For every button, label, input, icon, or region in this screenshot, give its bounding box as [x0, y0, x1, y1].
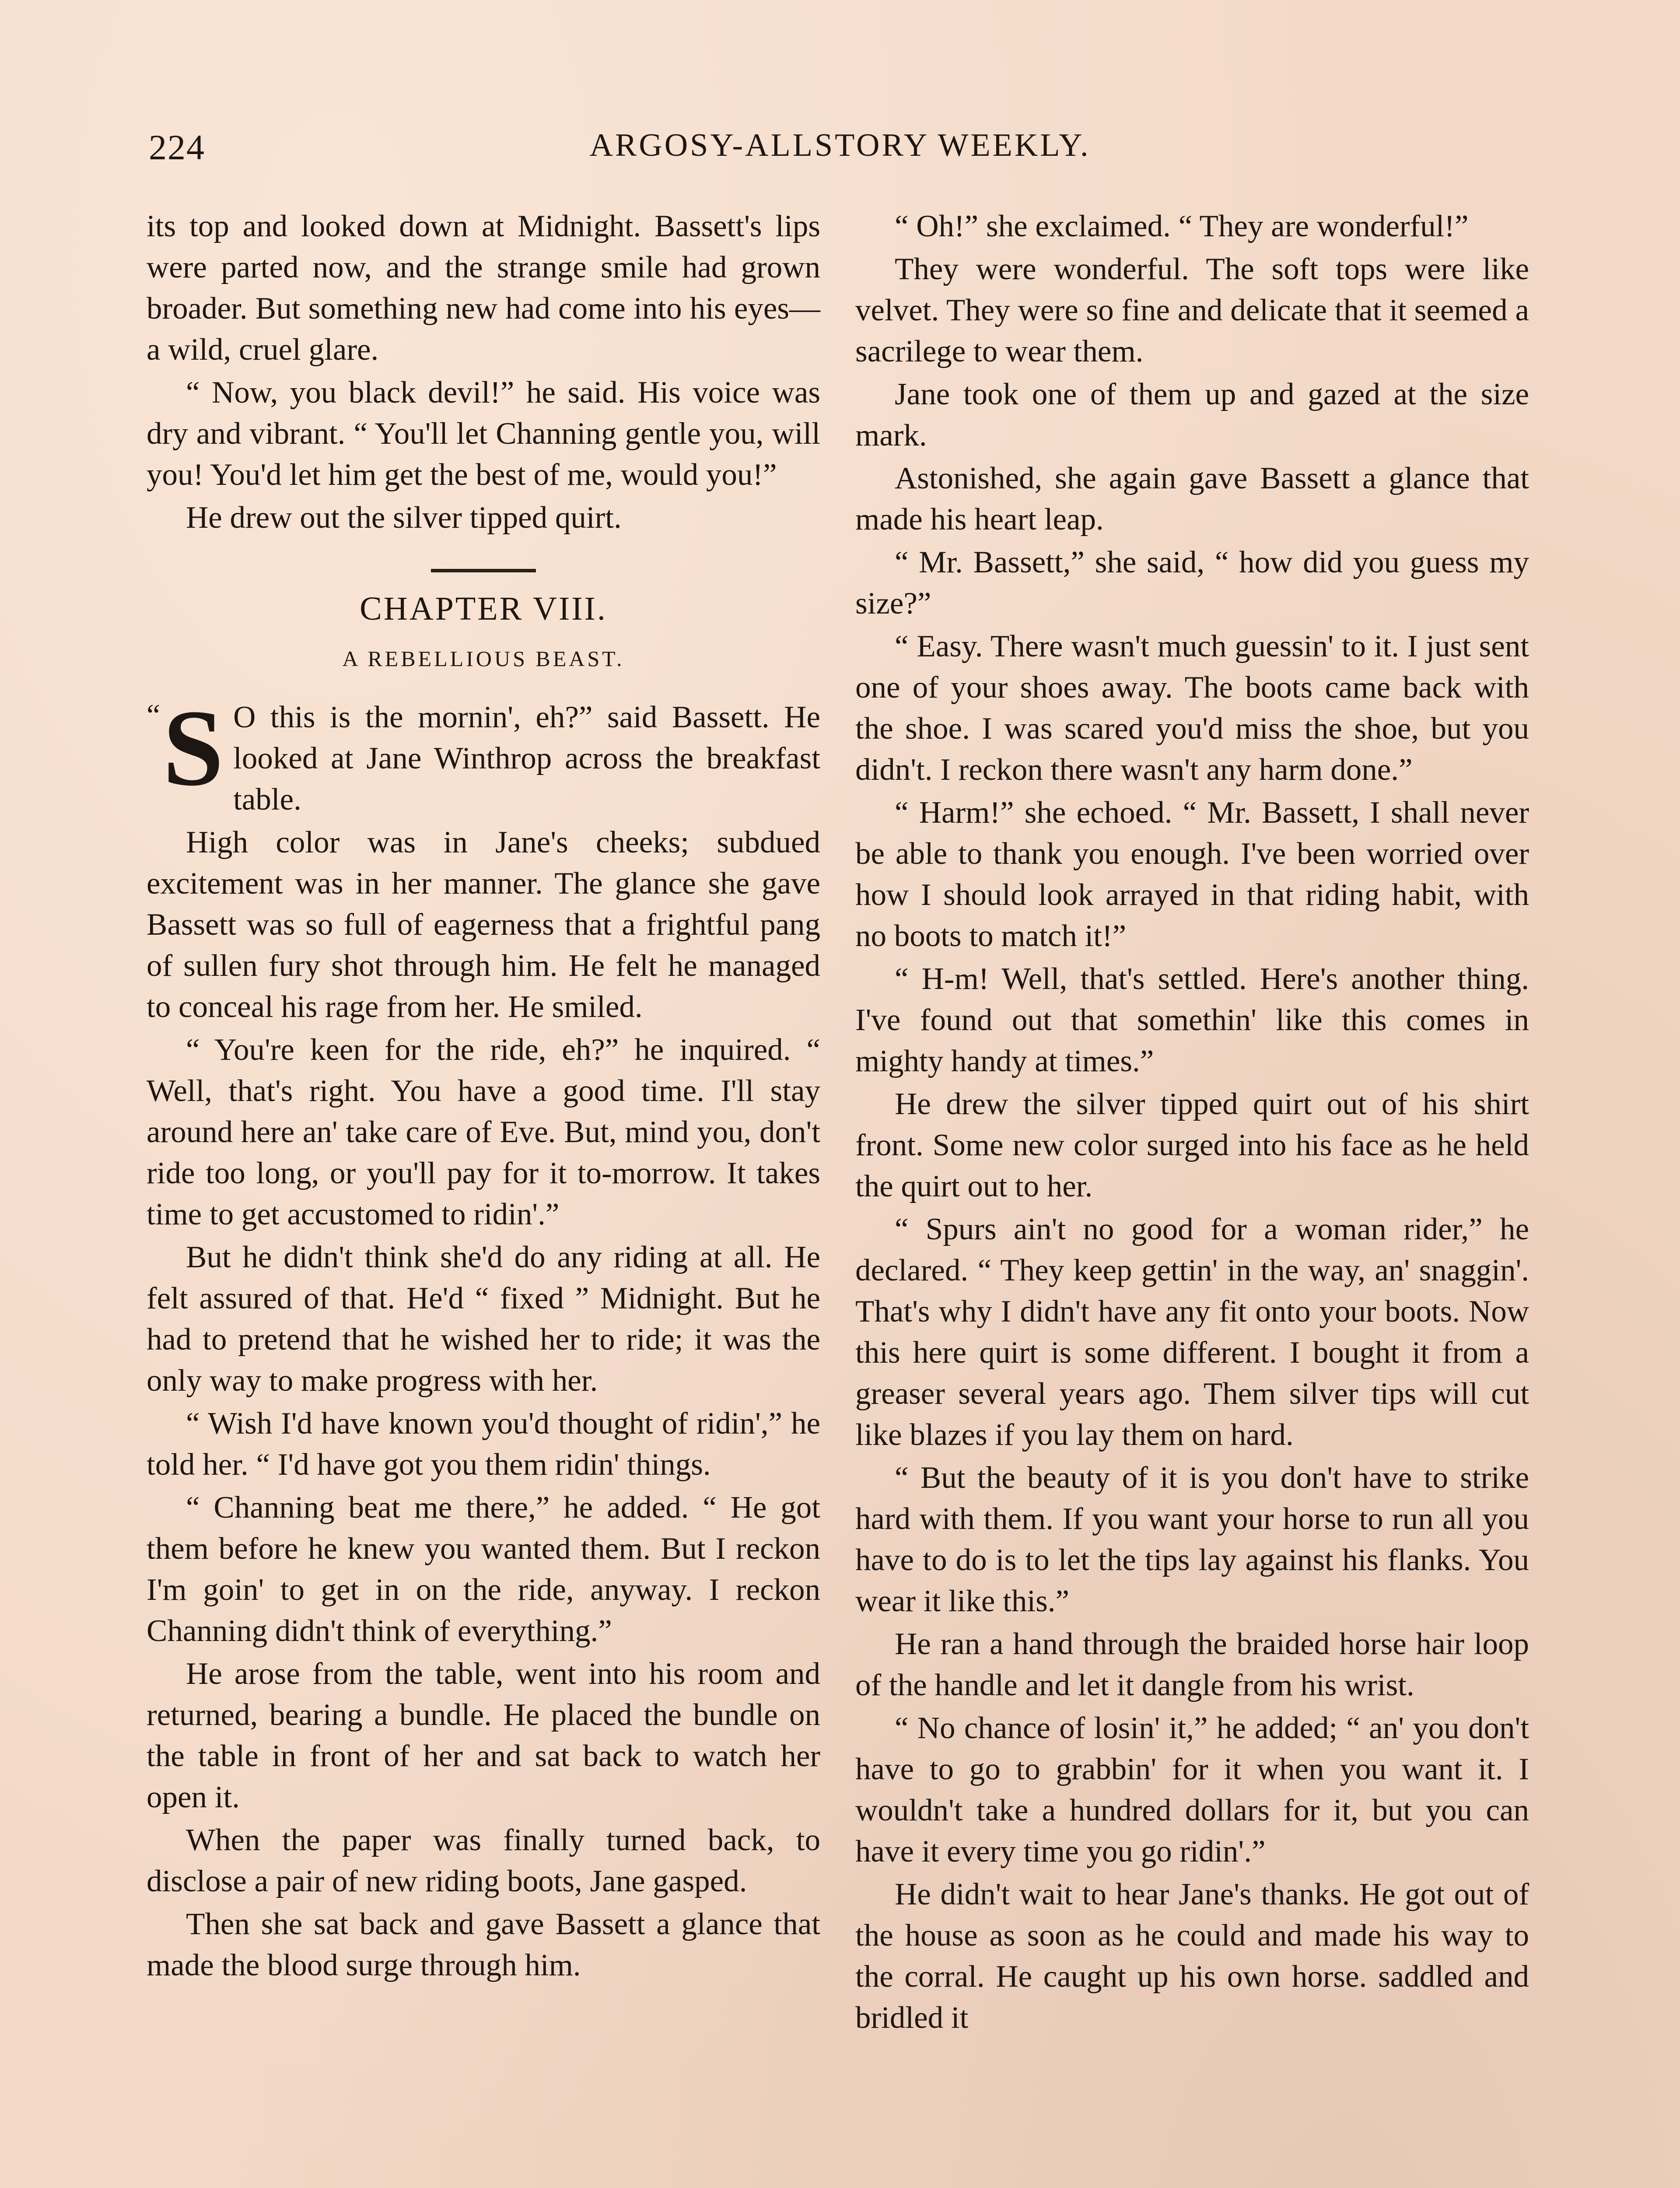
paragraph: Jane took one of them up and gazed at the size mark. — [855, 377, 1529, 452]
right-column — [855, 206, 1529, 2040]
paragraph: He arose from the table, went into his room and returned, bearing a bundle. He placed the bundle on the table in front of her and sat back to watch her open it. — [147, 1657, 820, 1814]
paragraph: “ But the beauty of it is you don't have to strike hard with them. If you want your horse to run all you have to do is to let the tips lay against his flanks. You wear it like this.” — [855, 1461, 1529, 1618]
paragraph: When the paper was finally turned back, to disclose a pair of new riding boots, Jane gasped. — [147, 1823, 820, 1898]
section-divider — [431, 569, 536, 572]
paragraph: its top and looked down at Midnight. Bassett's lips were parted now, and the strange smile had grown broader. But something new had come into his eyes—a wild, cruel glare. — [147, 209, 820, 367]
paragraph: “ You're keen for the ride, eh?” he inquired. “ Well, that's right. You have a good time. I'll stay around here an' take care of Eve. But, mind you, don't ride too long, or you'll pay for it to-morrow. It takes time to get accustomed to ridin'.” — [147, 1033, 820, 1231]
paragraph: “ Mr. Bassett,” she said, “ how did you guess my size?” — [855, 545, 1529, 621]
left-column — [147, 206, 820, 1988]
paragraph: “ Now, you black devil!” he said. His voice was dry and vibrant. “ You'll let Channing gentle you, will you! You'd let him get the best of me, would you!” — [147, 375, 820, 492]
chapter-subtitle: A REBELLIOUS BEAST. — [342, 646, 625, 671]
running-head — [149, 127, 1531, 175]
paragraph: “ Easy. There wasn't much guessin' to it. I just sent one of your shoes away. The boots came back with the shoe. I was scared you'd miss the shoe, but you didn't. I reckon there wasn't any harm done.” — [855, 629, 1529, 787]
paragraph: “ Spurs ain't no good for a woman rider,” he declared. “ They keep gettin' in the way, an' snaggin'. That's why I didn't have any fit onto your boots. Now this here quirt is some different. I bought it from a greaser several years ago. Them silver tips will cut like blazes if you lay them on hard. — [855, 1212, 1529, 1452]
paragraph: “ Channing beat me there,” he added. “ He got them before he knew you wanted them. But I reckon I'm goin' to get in on the ride, anyway. I reckon Channing didn't think of everything.” — [147, 1490, 820, 1648]
dropcap-letter: S — [163, 687, 224, 809]
paragraph: But he didn't think she'd do any riding at all. He felt assured of that. He'd “ fixed ” Midnight. But he had to pretend that he wished her to ride; it was the only way to make progress with her. — [147, 1240, 820, 1398]
paragraph: He drew out the silver tipped quirt. — [186, 501, 622, 535]
paragraph: “ Oh!” she exclaimed. “ They are wonderful!” — [895, 209, 1469, 243]
paragraph: He didn't wait to hear Jane's thanks. He got out of the house as soon as he could and made his way to the corral. He caught up his own horse. saddled and bridled it — [855, 1877, 1529, 2035]
chapter-heading: CHAPTER VIII. — [360, 590, 607, 627]
paragraph: He drew the silver tipped quirt out of his shirt front. Some new color surged into his face as he held the quirt out to her. — [855, 1087, 1529, 1203]
paragraph: Astonished, she again gave Bassett a glance that made his heart leap. — [855, 461, 1529, 536]
paragraph: He ran a hand through the braided horse hair loop of the handle and let it dangle from his wrist. — [855, 1627, 1529, 1702]
paragraph: “ Wish I'd have known you'd thought of ridin',” he told her. “ I'd have got you them ridin' things. — [147, 1406, 820, 1482]
publication-title: ARGOSY-ALLSTORY WEEKLY. — [589, 127, 1091, 163]
paragraph: “ No chance of losin' it,” he added; “ an' you don't have to go to grabbin' for it when you want it. I wouldn't take a hundred dollars for it, but you can have it every time you go ridin'.” — [855, 1711, 1529, 1869]
paragraph: “ H-m! Well, that's settled. Here's another thing. I've found out that somethin' like this comes in mighty handy at times.” — [855, 962, 1529, 1078]
paragraph: High color was in Jane's cheeks; subdued excitement was in her manner. The glance she gave Bassett was so full of eagerness that a frightful pang of sullen fury shot through him. He felt he managed to conceal his rage from her. He smiled. — [147, 825, 820, 1024]
page-number: 224 — [149, 127, 205, 167]
paragraph: “ Harm!” she echoed. “ Mr. Bassett, I shall never be able to thank you enough. I've been worried over how I should look arrayed in that riding habit, with no boots to match it!” — [855, 796, 1529, 953]
paragraph: They were wonderful. The soft tops were like velvet. They were so fine and delicate that it seemed a sacrilege to wear them. — [855, 252, 1529, 368]
paragraph: Then she sat back and gave Bassett a glance that made the blood surge through him. — [147, 1907, 820, 1982]
paragraph-text: O this is the mornin', eh?” said Bassett. He looked at Jane Winthrop across the breakfast table. — [233, 700, 820, 817]
dropcap-paragraph — [147, 687, 820, 820]
dropcap-quote: “ — [147, 698, 161, 732]
